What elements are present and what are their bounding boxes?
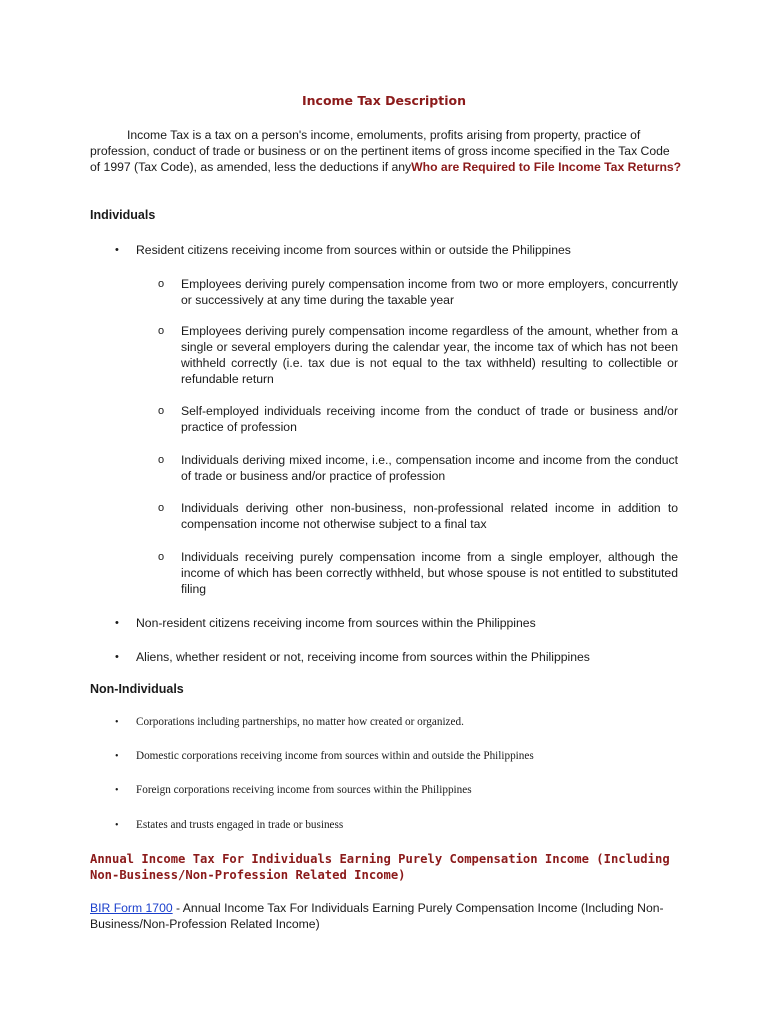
circle-bullet-icon: o	[158, 502, 165, 514]
annual-income-tax-heading: Annual Income Tax For Individuals Earning Purely Compensation Income (Including Non-Business/Non-Profession Related Income)	[90, 852, 670, 882]
page-title: Income Tax Description	[301, 93, 466, 108]
form-description: - Annual Income Tax For Individuals Earning Purely Compensation Income (Including Non-Business/Non-Profession Related Income)	[90, 901, 664, 931]
document-page: Income Tax Description Income Tax is a tax on a person's income, emoluments, profits arising from property, practice of profession, conduct of trade or business or on the pertinent items of gross income specified in the Tax Code of 1997 (Tax Code), as amended, less the deductions if anyWho are Required to File Income Tax Returns? Individuals • Resident citizens receiving income from sources within or outside the Philippines o Employees deriving purely compensation income from two or more employers, concurrently or successively at any time during the taxable year o Employees deriving purely compensation income regardless of the amount, whether from a single or several employers during the calendar year, the income tax of which has not been withheld correctly (i.e. tax due is not equal to the tax withheld) resulting to collectible or refundable return o Self-employed individuals receiving income from the conduct of trade or business and/or practice of profession o Individuals deriving mixed income, i.e., compensation income and income from the conduct of trade or business and/or practice of profession o Individuals deriving other non-business, non-professional related income in addition to compensation income not otherwise subject to a final tax o Individuals receiving purely compensation income from a single employer, although the income of which has been correctly withheld, but whose spouse is not entitled to substituted filing • Non-resident citizens receiving income from sources within the Philippines • Aliens, whether resident or not, receiving income from sources within the Philippines Non-Individuals • Corporations including partnerships, no matter how created or organized. • Domestic corporations receiving income from sources within and outside the Philippines • Foreign corporations receiving income from sources within the Philippines • Estates and trusts engaged in trade or business Annual Income Tax For Individuals Earning Purely Compensation Income (Including Non-Business/Non-Profession Related Income) BIR Form 1700 - Annual Income Tax For Individuals Earning Purely Compensation Income (Including Non-Business/Non-Profession Related Income)	[0, 0, 768, 1024]
circle-bullet-icon: o	[158, 454, 165, 466]
bullet-icon: •	[115, 717, 119, 728]
bullet-icon: •	[115, 751, 119, 762]
intro-paragraph	[90, 127, 682, 175]
individuals-heading: Individuals	[90, 208, 156, 222]
circle-bullet-icon: o	[158, 278, 165, 290]
circle-bullet-icon: o	[158, 405, 165, 417]
bullet-icon: •	[115, 820, 119, 831]
bir-form-paragraph	[90, 900, 690, 932]
bullet-icon: •	[115, 785, 119, 796]
circle-bullet-icon: o	[158, 551, 165, 563]
bullet-icon: •	[115, 617, 119, 629]
non-individuals-heading: Non-Individuals	[90, 682, 184, 696]
bullet-icon: •	[115, 651, 119, 663]
bullet-icon: •	[115, 244, 119, 256]
who-required-heading: Who are Required to File Income Tax Returns?	[411, 160, 682, 174]
intro-text: Income Tax is a tax on a person's income, emoluments, profits arising from property, practice of profession, conduct of trade or business or on the pertinent items of gross income specified in the Tax Code of 1997 (Tax Code), as amended, less the deductions if any	[90, 128, 670, 174]
bir-form-1700-link[interactable]: BIR Form 1700	[90, 901, 173, 915]
circle-bullet-icon: o	[158, 325, 165, 337]
